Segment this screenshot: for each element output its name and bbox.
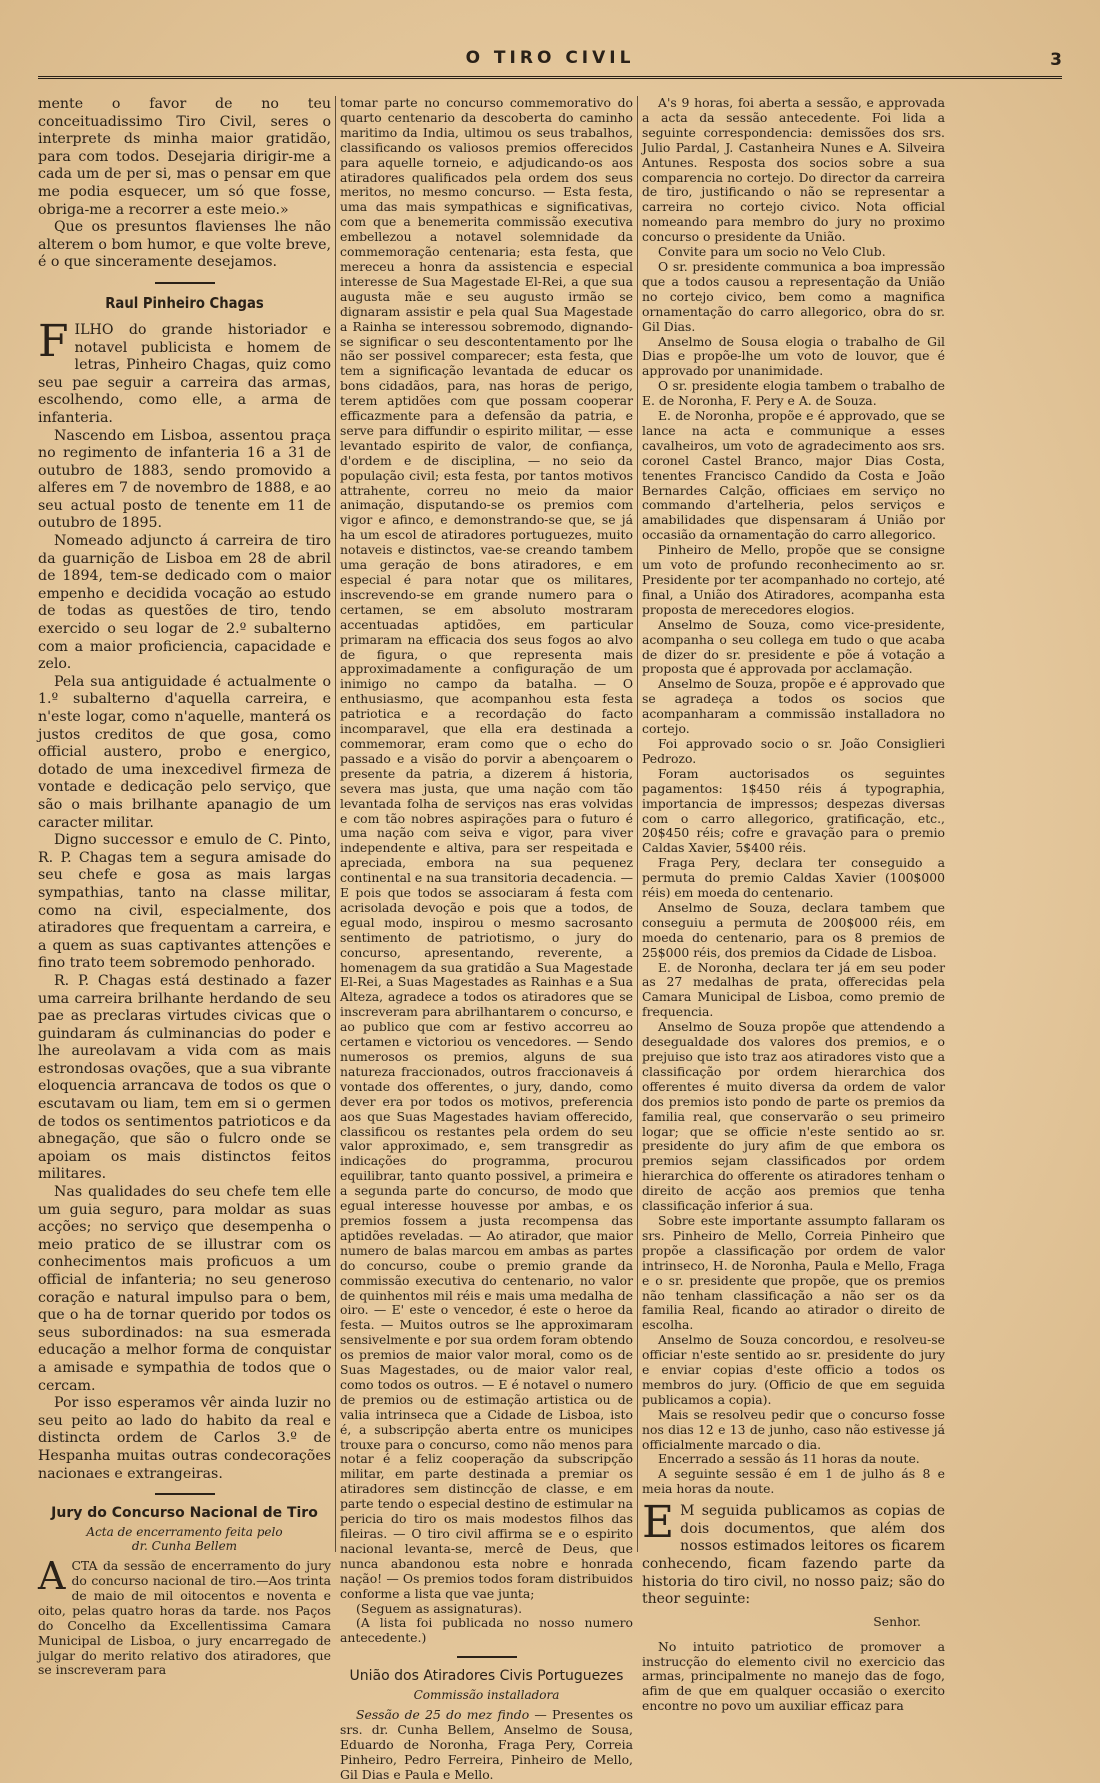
minutes-paragraph: A's 9 horas, foi aberta a sessão, e approvada a acta da sessão antecedente. Foi lida a seguinte correspondencia: demissões dos srs. Julio Pardal, J. Castanheira Nunes e A. Silveira Antunes. Resposta dos socios sobre a sua comparencia no cortejo. Do director da carreira de tiro, justificando o não se representar a carreira no cortejo civico. Nota official nomeando para membro do jury no proximo concurso o presidente da União. (642, 95, 945, 245)
paragraph-text: M seguida publicamos as copias de dois documentos, que além dos nossos estimados leitores os ficarem conhecendo, ficam fazendo parte da historia do tiro civil, no nosso paiz; são do theor seguinte: (642, 1503, 945, 1608)
masthead (38, 44, 1062, 80)
session-label: Sessão de 25 do mez findo (356, 1707, 530, 1723)
section-subtitle: Acta de encerramento feita pelo (86, 1525, 283, 1540)
section-heading: Jury do Concurso Nacional de Tiro (51, 1505, 318, 1522)
minutes-paragraph: Anselmo de Souza concordou, e resolveu-se officiar n'este sentido ao sr. presidente do jury e enviar copias d'este officio a todos os membros do jury. (Officio de que em seguida publicamos a copia). (642, 1332, 945, 1407)
article-paragraph: Digno successor e emulo de C. Pinto, R. P. Chagas tem a segura amisade do seu chefe e gosa as mais largas sympathias, tanto na classe militar, como na civil, especialmente, dos atiradores que frequentam a carreira, e a quem as suas captivantes attenções e fino trato teem sobremodo penhorado. (38, 832, 331, 972)
minutes-paragraph: Anselmo de Souza, como vice-presidente, acompanha o seu collega em tudo o que acaba de dizer do sr. presidente e põe á votação a proposta que é approvada por acclamação. (642, 616, 945, 677)
intro-paragraph: Que os presuntos flavienses lhe não alterem o bom humor, e que volte breve, é o que sinceramente desejamos. (38, 219, 331, 271)
column-divider (335, 96, 336, 1552)
separator (457, 1656, 517, 1658)
article-paragraph: Nomeado adjuncto á carreira de tiro da guarnição de Lisboa em 28 de abril de 1894, tem-se dedicado com o maior empenho e decidida vocação ao estudo de todas as questões de tiro, tendo exercido o seu logar de 2.º subalterno com a maior proficiencia, capacidade e zelo. (38, 533, 331, 673)
minutes-paragraph: O sr. presidente communica a boa impressão que a todos causou a representação da União no cortejo civico, bem como a magnifica ornamentação do carro allegorico, obra do sr. Gil Dias. (642, 258, 945, 334)
session-text: — Presentes os srs. dr. Cunha Bellem, Anselmo de Sousa, Eduardo de Noronha, Fraga Pery, Correia Pinheiro, Pedro Ferreira, Pinheiro de Mello, Gil Dias e Paula e Mello. (340, 1707, 633, 1782)
minutes-paragraph: Foram auctorisados os seguintes pagamentos: 1$450 réis á typographia, importancia de impressos; despezas diversas com o carro allegorico, gratificação, etc., 20$450 réis; cofre e gravação para o premio Caldas Xavier, 5$400 réis. (642, 765, 945, 856)
minutes-paragraph: A seguinte sessão é em 1 de julho ás 8 e meia horas da noute. (642, 1466, 945, 1497)
minutes-paragraph: Anselmo de Souza, declara tambem que conseguiu a permuta de 200$000 réis, em moeda do centenario, para os 8 premios de 25$000 réis, dos premios da Cidade de Lisboa. (642, 899, 945, 960)
minutes-paragraph: Pinheiro de Mello, propõe que se consigne um voto de profundo reconhecimento ao sr. Presidente por ter acompanhado no cortejo, até final, a União dos Atiradores, acompanha esta proposta de merecedores elogios. (642, 542, 945, 617)
section-subtitle: Commissão installadora (413, 1688, 560, 1703)
minutes-paragraph: Encerrado a sessão ás 11 horas da noute. (658, 1451, 920, 1467)
paragraph-text: ILHO do grande historiador e notavel publicista e homem de letras, Pinheiro Chagas, quiz como seu pae seguir a carreira das armas, escolhendo, como elle, a arma de infanteria. (38, 321, 331, 426)
newspaper-title: O TIRO CIVIL (465, 48, 635, 68)
salutation: Senhor. (873, 1613, 921, 1629)
minutes-paragraph: Convite para um socio no Velo Club. (658, 244, 886, 260)
minutes-paragraph: Mais se resolveu pedir que o concurso fosse nos dias 12 e 13 de junho, caso não estivesse já officialmente marcado o dia. (642, 1406, 945, 1452)
jury-paragraph: (A lista foi publicada no nosso numero antecedente.) (340, 1615, 633, 1646)
intro-paragraph: mente o favor de no teu conceituadissimo Tiro Civil, seres o interprete ds minha maior gratidão, para com todos. Desejaria dirigir-me a cada um de per si, mas o pensar em que me podia esquecer, um só que fosse, obriga-me a recorrer a este meio.» (38, 96, 331, 218)
section-heading: União dos Atiradores Civis Portuguezes (349, 1668, 624, 1685)
article-first-paragraph (38, 315, 331, 428)
column-divider (637, 96, 638, 1552)
jury-first-paragraph (38, 1554, 331, 1678)
article-paragraph: Por isso esperamos vêr ainda luzir no seu peito ao lado do habito da real e distincta ordem de Carlos 3.º de Hespanha muitas outras condecorações nacionaes e extrangeiras. (38, 1395, 331, 1482)
jury-paragraph: (Seguem as assignaturas). (356, 1600, 523, 1616)
jury-paragraph: tomar parte no concurso commemorativo do quarto centenario da descoberta do caminho maritimo da India, ultimou os seus trabalhos, classificando os valiosos premios offerecidos para aquelle torneio, e adjudicando-os aos atiradores qualificados pela ordem dos seus meritos, no mesmo concurso. — Esta festa, uma das mais sympathicas e significativas, com que a benemerita commissão executiva embellezou a notavel solemnidade da commemoração centenaria; esta festa, que mereceu a honra da assistencia e especial interesse de Sua Magestade El-Rei, a que sua augusta mãe e seu augusto irmão se dignaram assistir e pela qual Sua Magestade a Rainha se interessou sobremodo, dignando-se significar o seu descontentamento por lhe não ser possivel comparecer; esta festa, que tem a significação levantada de educar os bons cidadãos, para, nas horas de perigo, terem aptidões com que possam cooperar efficazmente para a defensão da patria, e serve para diffundir o espirito militar, — esse levantado espirito de valor, de confiança, d'ordem e de disciplina, — no seio da população civil; esta festa, por tantos motivos attrahente, correu no meio da maior animação, disputando-se os premios com vigor e afinco, e demonstrando-se que, se já ha um escol de atiradores portuguezes, muito notaveis e distinctos, vae-se creando tambem uma geração de bons atiradores, e em especial é para notar que os militares, inscrevendo-se em grande numero para o certamen, se em absoluto mostraram accentuadas aptidões, em particular primaram na efficacia dos seus fogos ao alvo de figura, o que representa mais approximadamente a configuração de um inimigo no campo da batalha. — O enthusiasmo, que acompanhou esta festa patriotica e a recordação do facto incomparavel, que ella era destinada a commemorar, eram como que o echo do passado e a visão do porvir a abençoarem o presente da patria, a dizerem á historia, severa mas justa, que uma nação com tão levantada folha de serviços nas eras volvidas e com tão nobres aspirações para o futuro é uma nação com seiva e vigor, para viver independente e altiva, para ser respeitada e apreciada, embora na sua pequenez continental e na sua transitoria decadencia. — E pois que todos se associaram á festa com acrisolada devoção e pois que a todos, de egual modo, inspirou o mesmo sacrosanto sentimento de patriotismo, o jury do concurso, apresentando, reverente, a homenagem da sua gratidão a Sua Magestade El-Rei, a Suas Magestades as Rainhas e a Sua Alteza, agradece a todos os atiradores que se inscreveram para abrilhantarem o concurso, e ao publico que com ar festivo accorreu ao certamen e victoriou os vencedores. — Sendo numerosos os premios, alguns de sua natureza fraccionados, outros fraccionaveis á vontade dos offerentes, o jury, dando, como dever era por todos os motivos, preferencia aos que Suas Magestades haviam offerecido, classificou os restantes pela ordem do seu valor approximado, e, sem transgredir as indicações do programma, procurou equilibrar, tanto quanto possivel, a primeira e a segunda parte do concurso, de modo que egual interesse houvesse por ambas, e os premios fossem a justa recompensa das aptidões reveladas. — Ao atirador, que maior numero de balas marcou em ambas as partes do concurso, coube o premio grande da commissão executiva do centenario, no valor de quinhentos mil réis e mais uma medalha de oiro. — E' este o vencedor, é este o heroe da festa. — Muitos outros se lhe approximaram sensivelmente e por sua ordem foram obtendo os premios de maior valor moral, como os de Suas Magestades, ou de maior valor real, como todos os outros. — E é notavel o numero de premios ou de estimação artistica ou de valia intrinseca que a Cidade de Lisboa, isto é, a subscripção aberta entre os municipes trouxe para o concurso, como não menos para notar é a feliz cooperação da subscripção militar, em parte destinada a premiar os atiradores sem distincção de classe, e em parte tendo o especial destino de estimular na pericia do tiro os mais modestos filhos das fileiras. — O tiro civil affirma se e o espirito nacional levanta-se, mercê de Deus, que nunca abandonou esta nobre e honrada nação! — Os premios todos foram distribuidos conforme a lista que vae junta; (340, 95, 633, 1601)
minutes-paragraph: Fraga Pery, declara ter conseguido a permuta do premio Caldas Xavier (100$000 réis) em moeda do centenario. (642, 855, 945, 901)
minutes-paragraph: E. de Noronha, propõe e é approvado, que se lance na acta e communique a esses cavalheiros, um voto de agradecimento aos srs. coronel Castel Branco, major Dias Costa, tenentes Francisco Candido da Costa e João Bernardes Calção, officiaes em serviço no commando d'artelheria, pelos serviços e amabilidades que dispensaram á União por occasião da ornamentação do carro allegorico. (642, 408, 945, 543)
column-1 (38, 96, 331, 1678)
minutes-paragraph: Anselmo de Souza propõe que attendendo a desegualdade dos valores dos premios, e o prejuiso que isto traz aos atiradores visto que a classificação por ordem hierarchica dos offerentes é muito diversa da ordem de valor dos premios isto pondo de parte os premios da familia real, que conservarão o seu primeiro logar; que se officie n'este sentido ao sr. presidente do jury afim de que embora os premios sejam classificados por ordem hierarchica do offerente os atiradores tenham o direito de acção aos premios que tenha classificação inferior á sua. (642, 1019, 945, 1214)
article-paragraph: R. P. Chagas está destinado a fazer uma carreira brilhante herdando de seu pae as preclaras virtudes civicas que o guindaram ás culminancias do poder e lhe aureolavam a vida com as mais estrondosas ovações, que a sua vibrante eloquencia arrancava de todos os que o escutavam ou liam, tem em si o germen de todos os sentimentos patrioticos e da abnegação, que são o fulcro onde se apoiam os mais distinctos feitos militares. (38, 972, 331, 1183)
drop-cap: A (38, 1554, 66, 1599)
article-paragraph: Nascendo em Lisboa, assentou praça no regimento de infanteria 16 a 31 de outubro de 1883, sendo promovido a alferes em 7 de novembro de 1888, e ao seu actual posto de tenente em 11 de outubro de 1895. (38, 427, 331, 532)
article-paragraph: Pela sua antiguidade é actualmente o 1.º subalterno d'aquella carreira, e n'este logar, como n'aquelle, manterá os justos creditos de que gosa, como official austero, probo e energico, dotado de uma inexcedivel firmeza de vontade e dedicação pelo serviço, que são o mais brilhante apanagio de um caracter militar. (38, 673, 331, 831)
document-paragraph: No intuito patriotico de promover a instrucção do elemento civil no exercicio das armas, principalmente no manejo das de fogo, afim de que em qualquer occasião o exercito encontre no povo um auxiliar efficaz para (642, 1638, 945, 1714)
minutes-paragraph: Anselmo de Souza, propõe e é approvado que se agradeça a todos os socios que acompanharam a commissão installadora no cortejo. (642, 676, 945, 737)
session-paragraph (340, 1708, 633, 1783)
separator (155, 1493, 215, 1495)
minutes-paragraph: O sr. presidente elogia tambem o trabalho de E. de Noronha, F. Pery e A. de Souza. (642, 378, 945, 409)
minutes-paragraph: Foi approvado socio o sr. João Consiglieri Pedrozo. (642, 735, 945, 766)
minutes-paragraph: Anselmo de Sousa elogia o trabalho de Gil Dias e propõe-lhe um voto de louvor, que é approvado por unanimidade. (642, 333, 945, 379)
drop-cap: F (38, 315, 69, 367)
section-subtitle: dr. Cunha Bellem (131, 1539, 238, 1554)
column-3 (642, 95, 945, 1714)
drop-cap: E (642, 1497, 675, 1549)
separator (155, 282, 215, 284)
column-2 (340, 95, 633, 1782)
header-rule (38, 76, 1062, 81)
minutes-paragraph: E. de Noronha, declara ter já em seu poder as 27 medalhas de prata, offerecidas pela Camara Municipal de Lisboa, como premio de frequencia. (642, 959, 945, 1020)
page-number: 3 (1050, 50, 1062, 70)
article-heading: Raul Pinheiro Chagas (105, 293, 264, 312)
article-paragraph: Nas qualidades do seu chefe tem elle um guia seguro, para moldar as suas acções; no serviço que desempenha o meio pratico de se illustrar com os conhecimentos mais proficuos a um official de infanteria; no seu generoso coração e natural impulso para o bem, que o ha de tornar querido por todos os seus subordinados: na sua esmerada educação a melhor forma de conquistar a amisade e sympathia de todos que o cercam. (38, 1184, 331, 1394)
documents-intro-paragraph (642, 1497, 945, 1609)
minutes-paragraph: Sobre este importante assumpto fallaram os srs. Pinheiro de Mello, Correia Pinheiro que propõe a classificação por ordem de valor intrinseco, H. de Noronha, Paula e Mello, Fraga e o sr. presidente que propõe, que os premios não tenham classificação a não ser os da familia Real, ficando ao atirador o direito de escolha. (642, 1212, 945, 1333)
paragraph-text: CTA da sessão de encerramento do jury do concurso nacional de tiro.—Aos trinta de maio de mil oitocentos e noventa e oito, pelas quatro horas da tarde. nos Paços do Concelho da Excellentissima Camara Municipal de Lisboa, o jury encarregado de julgar do merito relativo dos atiradores, que se inscreveram para (38, 1558, 331, 1678)
